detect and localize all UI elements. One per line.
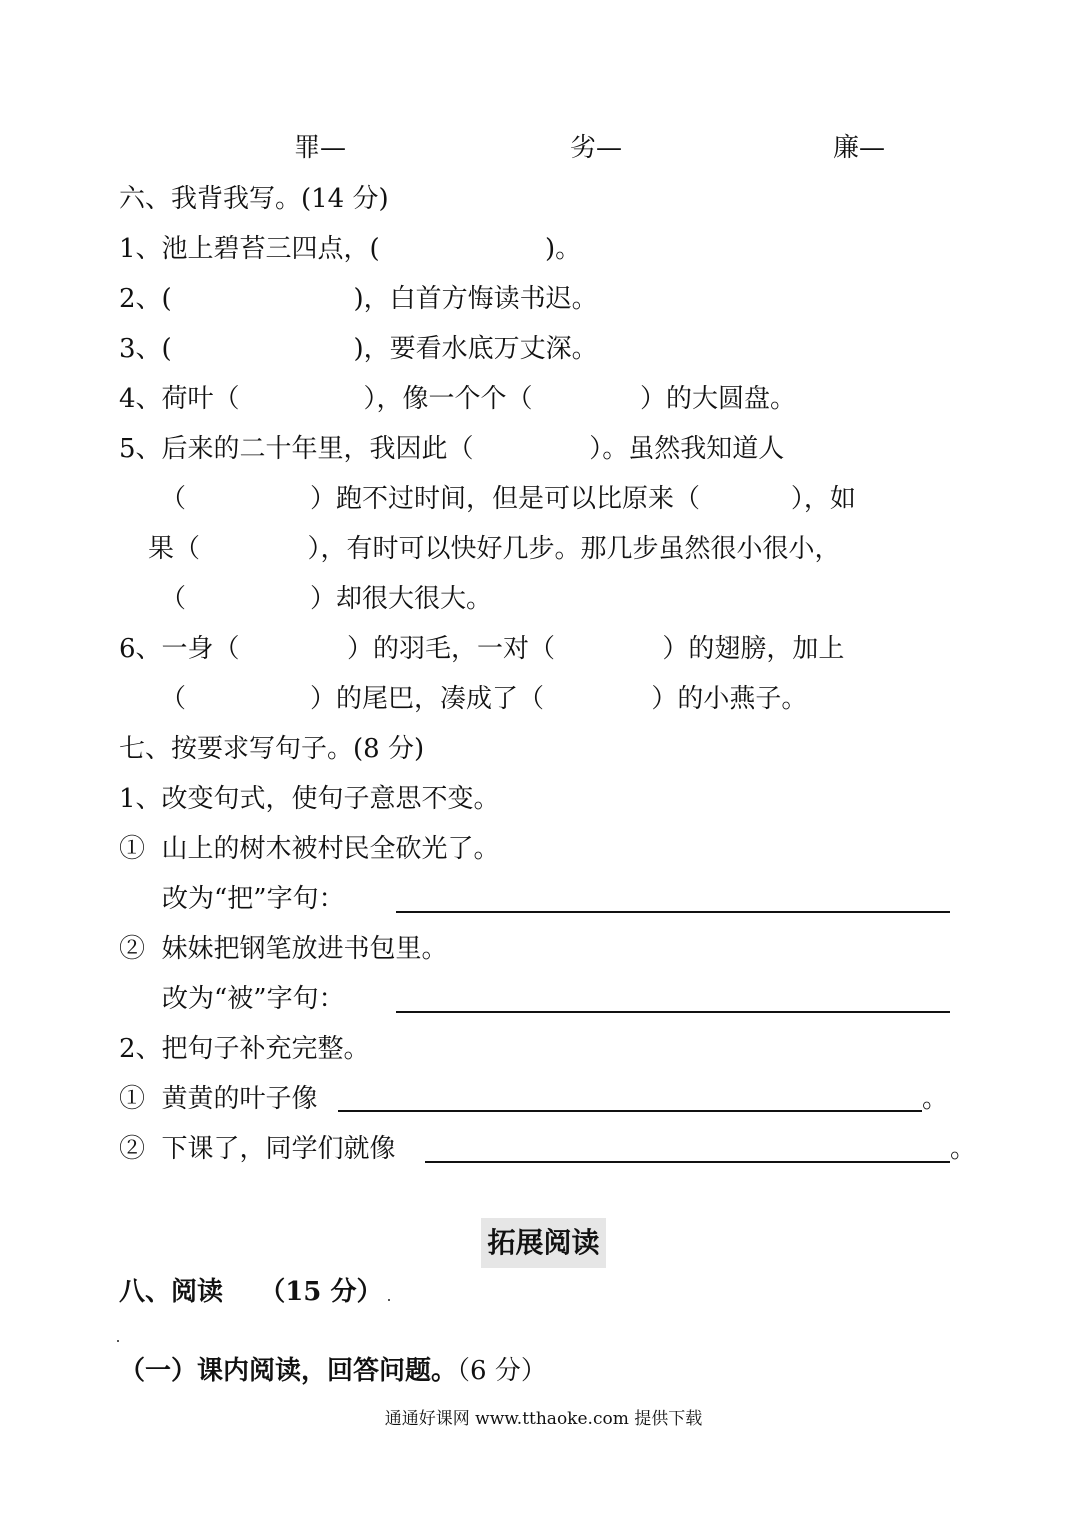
stray-dot xyxy=(388,1299,390,1301)
poem-line-1: 1、池上碧苔三四点，( )。 xyxy=(119,234,582,264)
poem-line-5-cont-b: 果（ ），有时可以快好几步。那几步虽然很小很小， xyxy=(148,534,841,564)
q1-instruction: 1、改变句式，使句子意思不变。 xyxy=(119,784,500,814)
q2a-end: 。 xyxy=(922,1084,949,1114)
q2a-sentence: ① 黄黄的叶子像 xyxy=(119,1084,318,1114)
stray-dot xyxy=(117,1340,119,1342)
poem-line-2: 2、( )，白首方悔读书迟。 xyxy=(119,284,598,314)
q2a-answer-line[interactable] xyxy=(338,1110,922,1112)
q2b-end: 。 xyxy=(950,1134,977,1164)
poem-line-6: 6、一身（ ）的羽毛，一对（ ）的翅膀，加上 xyxy=(119,634,845,664)
q1b-prompt: 改为“被”字句： xyxy=(162,984,345,1014)
q2b-sentence: ② 下课了，同学们就像 xyxy=(119,1134,396,1164)
section-6-title: 六、我背我写。(14 分) xyxy=(119,184,389,214)
poem-line-6-cont: （ ）的尾巴，凑成了（ ）的小燕子。 xyxy=(160,684,808,714)
poem-line-5-cont-c: （ ）却很大很大。 xyxy=(160,584,492,614)
extended-reading-banner: 拓展阅读 xyxy=(481,1218,606,1268)
section-7-title: 七、按要求写句子。(8 分) xyxy=(119,734,425,764)
q1a-answer-line[interactable] xyxy=(396,911,950,913)
poem-line-5: 5、后来的二十年里，我因此（ ）。虽然我知道人 xyxy=(119,434,785,464)
antonym-item-3: 廉— xyxy=(833,133,886,163)
poem-line-3: 3、( )，要看水底万丈深。 xyxy=(119,334,598,364)
antonym-item-2: 劣— xyxy=(570,133,623,163)
poem-line-4: 4、荷叶（ ），像一个个（ ）的大圆盘。 xyxy=(119,384,796,414)
q1a-sentence: ① 山上的树木被村民全砍光了。 xyxy=(119,834,500,864)
q2b-answer-line[interactable] xyxy=(425,1161,950,1163)
section-8-subtitle: （一）课内阅读，回答问题。 xyxy=(119,1356,458,1386)
section-8-title: 八、阅读 （15 分） xyxy=(119,1277,383,1307)
section-8-subtitle-score: （6 分） xyxy=(457,1356,547,1386)
q1a-prompt: 改为“把”字句： xyxy=(162,884,345,914)
section-8-subtitle-row xyxy=(119,1355,547,1387)
q1b-sentence: ② 妹妹把钢笔放进书包里。 xyxy=(119,934,448,964)
antonym-item-1: 罪— xyxy=(294,133,347,163)
poem-line-5-cont-a: （ ）跑不过时间，但是可以比原来（ ），如 xyxy=(160,484,856,514)
footer-text: 通通好课网 www.tthaoke.com 提供下载 xyxy=(384,1409,703,1429)
q1b-answer-line[interactable] xyxy=(396,1011,950,1013)
q2-instruction: 2、把句子补充完整。 xyxy=(119,1034,370,1064)
